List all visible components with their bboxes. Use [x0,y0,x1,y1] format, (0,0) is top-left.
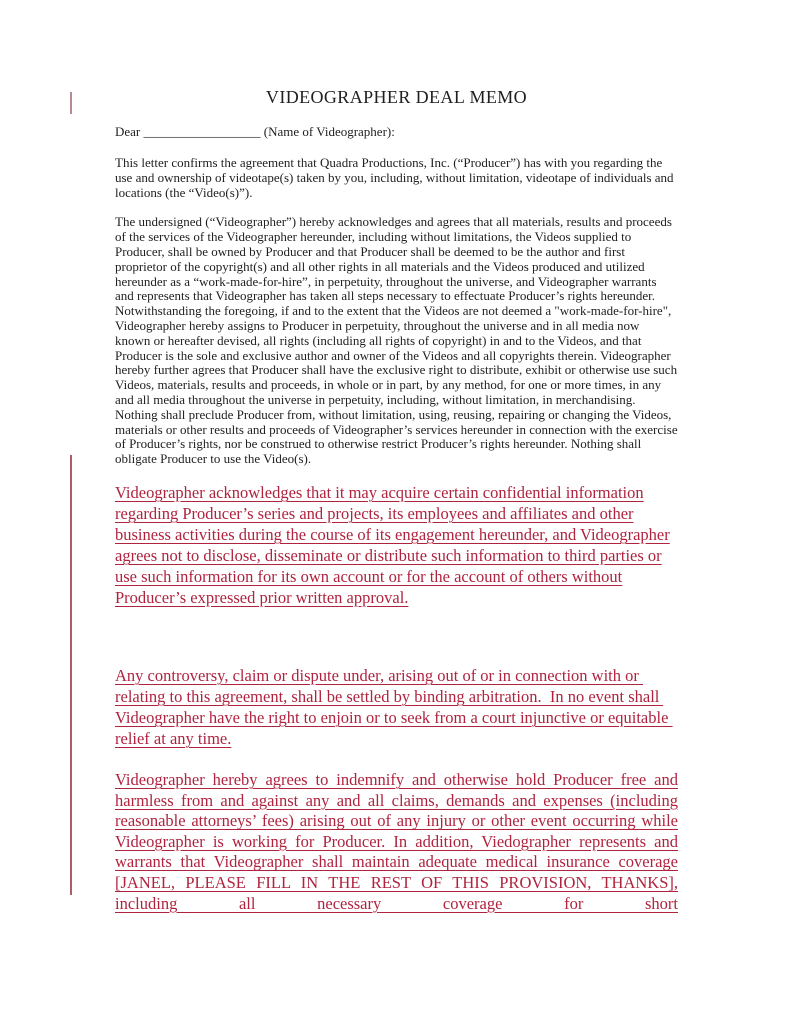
document-title: VIDEOGRAPHER DEAL MEMO [265,87,528,107]
salutation-line: Dear __________________ (Name of Videographer): [115,124,395,139]
paragraph-rights: The undersigned (“Videographer”) hereby acknowledges and agrees that all materials, results and proceeds of the services of the Videographer hereunder, including without limitations, the Videos supplied to Producer, shall be owned by Producer and that Producer shall be deemed to be the author and first proprietor of the copyright(s) and all other rights in all materials and the Videos produced and utilized hereunder as a “work-made-for-hire”, in perpetuity, throughout the universe, and Videographer warrants and represents that Videographer has taken all steps necessary to effectuate Producer’s rights hereunder. Notwithstanding the foregoing, if and to the extent that the Videos are not deemed a "work-made-for-hire", Videographer hereby assigns to Producer in perpetuity, throughout the universe and in all media now known or hereafter devised, all rights (including all rights of copyright) in and to the Videos, and that Producer is the sole and exclusive author and owner of the Videos and all copyrights therein. Videographer hereby further agrees that Producer shall have the exclusive right to distribute, exhibit or otherwise use such Videos, materials, results and proceeds, in whole or in part, by any method, for one or more times, in any and all media throughout the universe in perpetuity, including, without limitation, in merchandising. Nothing shall preclude Producer from, without limitation, using, reusing, repairing or changing the Videos, materials or other results and proceeds of Videographer’s services hereunder in connection with the exercise of Producer’s rights, nor be construed to otherwise restrict Producer’s rights hereunder. Nothing shall obligate Producer to use the Video(s). [115,214,678,467]
document-content [115,86,678,914]
paragraph-indemnity-revision: Videographer hereby agrees to indemnify and otherwise hold Producer free and harmless from and against any and all claims, demands and expenses (including reasonable attorneys’ fees) arising out of any injury or other event occurring while Videographer is working for Producer. In addition, Viedographer represents and warrants that Videographer shall maintain adequate medical insurance coverage [JANEL, PLEASE FILL IN THE REST OF THIS PROVISION, THANKS], including all necessary coverage for short [115,769,678,913]
paragraph-intro: This letter confirms the agreement that Quadra Productions, Inc. (“Producer”) has with you regarding the use and ownership of videotape(s) taken by you, including, without limitation, videotape of individuals and locations (the “Video(s)”). [115,155,674,200]
change-bar-revision-block [70,455,72,895]
paragraph-confidentiality-revision: Videographer acknowledges that it may acquire certain confidential information regarding Producer’s series and projects, its employees and affiliates and other business activities during the course of its engagement hereunder, and Videographer agrees not to disclose, disseminate or distribute such information to third parties or use such information for its own account or for the account of others without Producer’s expressed prior written approval. [115,482,670,607]
paragraph-arbitration-revision: Any controversy, claim or dispute under, arising out of or in connection with or relating to this agreement, shall be settled by binding arbitration. In no event shall Videographer have the right to enjoin or to seek from a court injunctive or equitable relief at any time. [115,665,673,748]
change-bar-title [70,92,72,114]
